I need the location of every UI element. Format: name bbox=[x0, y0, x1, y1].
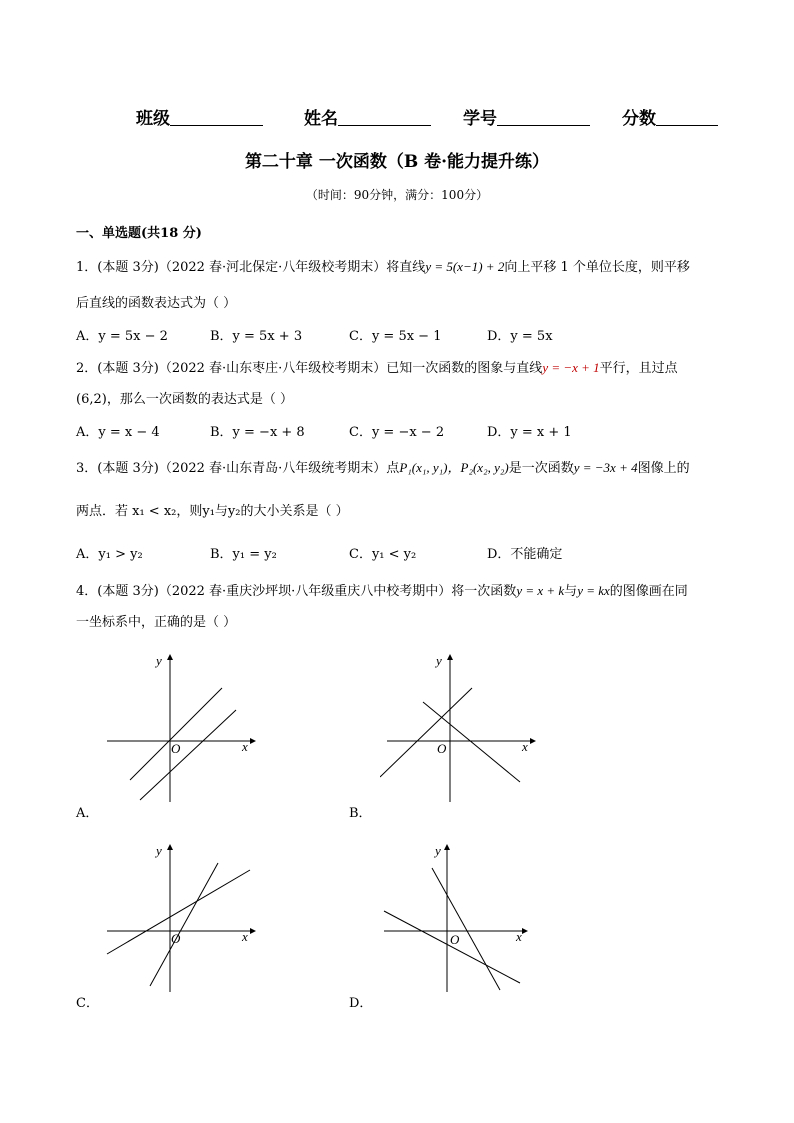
q3-option-a[interactable]: A．y₁ > y₂ bbox=[76, 547, 143, 562]
score-blank[interactable] bbox=[656, 108, 718, 126]
q2-option-c[interactable]: C．y = −x − 2 bbox=[349, 425, 445, 440]
origin-label: O bbox=[171, 741, 181, 756]
question-1-line-2: 后直线的函数表达式为（ ） bbox=[76, 296, 237, 311]
q2-text-post: 平行，且过点 bbox=[599, 361, 678, 376]
line-2 bbox=[432, 868, 500, 990]
q1-option-c[interactable]: C．y = 5x − 1 bbox=[349, 329, 442, 344]
q4-option-d[interactable]: D． bbox=[349, 996, 373, 1011]
q3-math-2: y = −3x + 4 bbox=[573, 460, 638, 475]
q3-text-pre: 3．(本题 3分)（2022 春·山东青岛·八年级统考期末）点 bbox=[76, 461, 400, 476]
q1-text-pre: 1．(本题 3分)（2022 春·河北保定·八年级校考期末）将直线 bbox=[76, 260, 426, 275]
graph-a[interactable] bbox=[100, 650, 260, 810]
line-1 bbox=[384, 911, 520, 983]
page-subtitle: （时间：90分钟，满分：100分） bbox=[305, 188, 489, 202]
y-axis-arrow bbox=[167, 844, 173, 850]
section-heading: 一、单选题(共18 分) bbox=[76, 226, 202, 241]
q4-text-pre: 4．(本题 3分)（2022 春·重庆沙坪坝·八年级重庆八中校考期中）将一次函数 bbox=[76, 584, 517, 599]
q3-text-post: 是一次函数 bbox=[508, 461, 574, 476]
id-field bbox=[463, 104, 590, 129]
q1-option-a[interactable]: A．y = 5x − 2 bbox=[76, 329, 168, 344]
score-field bbox=[622, 104, 718, 129]
y-label: y bbox=[156, 843, 162, 858]
score-label: 分数 bbox=[622, 109, 656, 129]
name-blank[interactable] bbox=[338, 108, 431, 126]
q2-text-pre: 2．(本题 3分)（2022 春·山东枣庄·八年级校考期末）已知一次函数的图象与直线 bbox=[76, 361, 543, 376]
q4-option-c[interactable]: C． bbox=[76, 996, 99, 1011]
class-blank[interactable] bbox=[170, 108, 263, 126]
q1-option-b[interactable]: B．y = 5x + 3 bbox=[210, 329, 303, 344]
q3-math: P₁(x₁, y₁)，P₂(x₂, y₂) bbox=[399, 460, 509, 475]
page-title: 第二十章 一次函数（B 卷·能力提升练） bbox=[244, 152, 550, 172]
y-label: y bbox=[156, 653, 162, 668]
graph-d[interactable] bbox=[380, 840, 540, 1000]
q2-option-d[interactable]: D．y = x + 1 bbox=[487, 425, 572, 440]
question-2-line-2: (6,2)，那么一次函数的表达式是（ ） bbox=[76, 392, 293, 407]
y-axis-arrow bbox=[447, 654, 453, 660]
y-axis-arrow bbox=[444, 844, 450, 850]
x-label: x bbox=[522, 739, 528, 754]
q4-text-post: 的图像画在同 bbox=[609, 584, 688, 599]
question-4-line-1 bbox=[76, 580, 688, 599]
x-axis-arrow bbox=[250, 738, 256, 744]
id-blank[interactable] bbox=[497, 108, 590, 126]
y-axis-arrow bbox=[167, 654, 173, 660]
class-label: 班级 bbox=[136, 109, 170, 129]
origin-label: O bbox=[450, 932, 460, 947]
class-field bbox=[136, 104, 263, 129]
graph-b[interactable] bbox=[380, 650, 540, 810]
y-label: y bbox=[436, 653, 442, 668]
question-3-line-2: 两点．若 x₁ < x₂，则y₁与y₂的大小关系是（ ） bbox=[76, 504, 349, 519]
q4-option-b[interactable]: B． bbox=[349, 806, 372, 821]
q3-option-b[interactable]: B．y₁ = y₂ bbox=[210, 547, 277, 562]
x-label: x bbox=[516, 929, 522, 944]
y-label: y bbox=[435, 843, 441, 858]
q3-text-post-2: 图像上的 bbox=[637, 461, 690, 476]
question-4-line-2: 一坐标系中，正确的是（ ） bbox=[76, 615, 237, 630]
q1-math: y = 5(x−1) + 2 bbox=[425, 259, 505, 274]
q1-text-post: 向上平移 1 个单位长度，则平移 bbox=[504, 260, 690, 275]
name-label: 姓名 bbox=[304, 109, 338, 129]
origin-label: O bbox=[437, 741, 447, 756]
x-axis-arrow bbox=[530, 738, 536, 744]
q2-option-a[interactable]: A．y = x − 4 bbox=[76, 425, 160, 440]
q2-math: y = −x + 1 bbox=[542, 360, 600, 375]
question-3-line-1 bbox=[76, 457, 690, 476]
q4-math: y = x + k bbox=[516, 583, 565, 598]
question-2-line-1 bbox=[76, 357, 678, 376]
x-axis-arrow bbox=[522, 928, 528, 934]
graph-c[interactable] bbox=[100, 840, 260, 1000]
id-label: 学号 bbox=[463, 109, 497, 129]
x-axis-arrow bbox=[250, 928, 256, 934]
q1-option-d[interactable]: D．y = 5x bbox=[487, 329, 553, 344]
origin-label: O bbox=[171, 931, 181, 946]
x-label: x bbox=[242, 929, 248, 944]
q3-option-d[interactable]: D．不能确定 bbox=[487, 547, 563, 562]
q4-math-2: y = kx bbox=[577, 583, 610, 598]
line-2 bbox=[150, 863, 218, 986]
question-1-line-1 bbox=[76, 256, 690, 275]
q4-option-a[interactable]: A． bbox=[76, 806, 99, 821]
q2-option-b[interactable]: B．y = −x + 8 bbox=[210, 425, 305, 440]
x-label: x bbox=[242, 739, 248, 754]
q4-text-mid: 与 bbox=[564, 584, 578, 599]
line-1 bbox=[380, 688, 472, 777]
name-field bbox=[304, 104, 431, 129]
q3-option-c[interactable]: C．y₁ < y₂ bbox=[349, 547, 417, 562]
